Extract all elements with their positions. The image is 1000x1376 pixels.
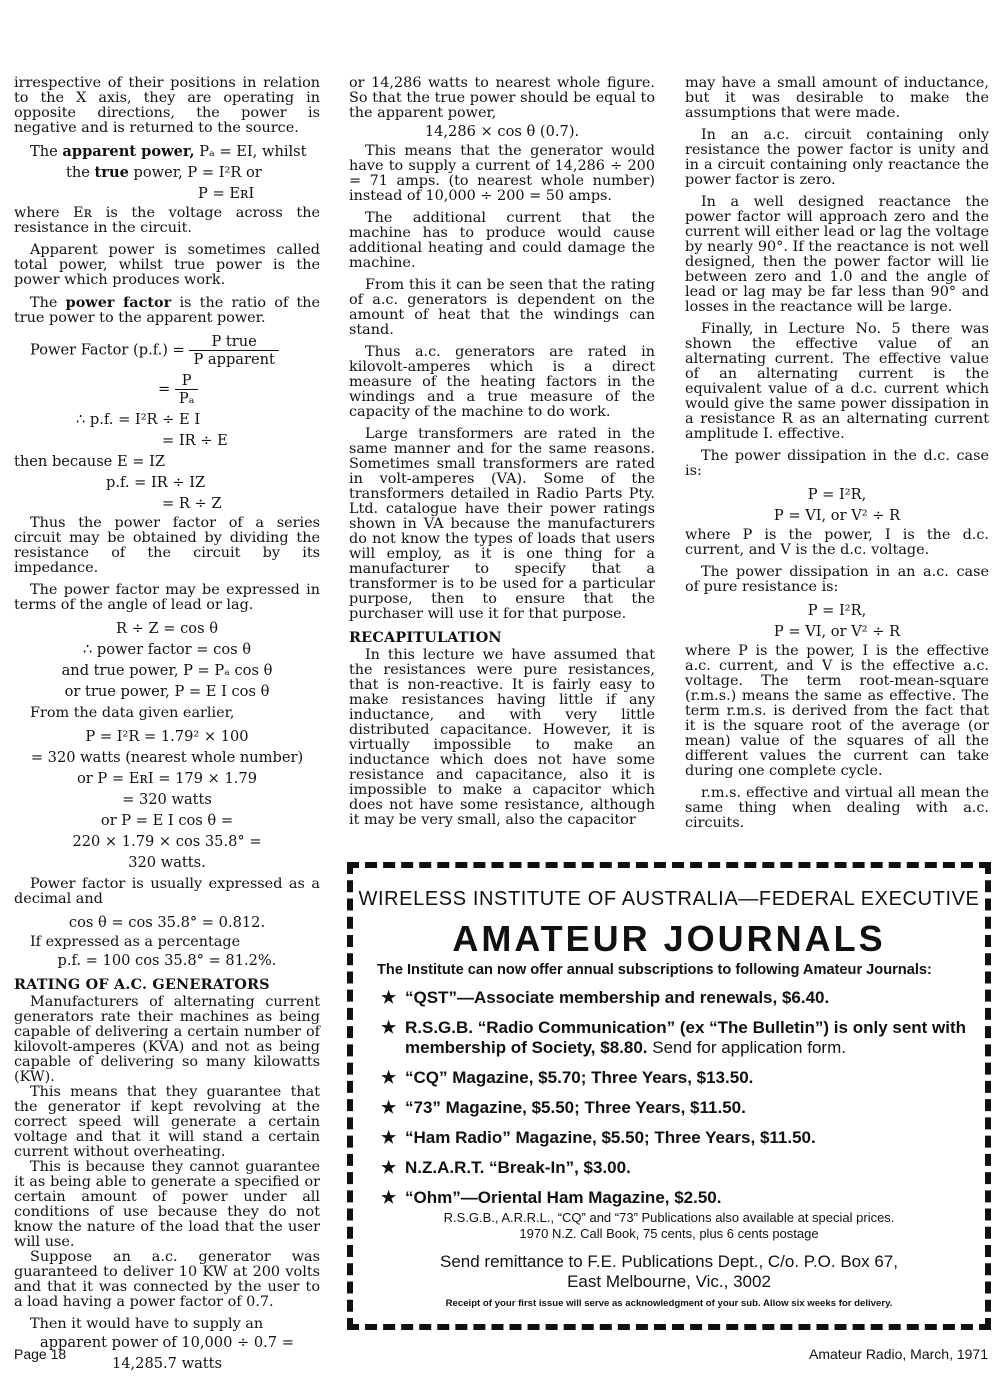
paragraph: From this it can be seen that the rating of a.c. generators is dependent on the amount of heat that the windings can stand. <box>349 277 655 338</box>
equation: ∴ power factor = cos θ <box>82 641 252 658</box>
star-icon: ★ <box>381 1068 397 1087</box>
power-factor-formula: Power Factor (p.f.) = $\frac{\text{P true}}{\text{P apparent}}$ <box>14 333 320 368</box>
journal-list <box>381 988 975 1218</box>
paragraph: Manufacturers of alternating current generators rate their machines as being capable of delivering a certain number of kilovolt-amperes (KVA) and not as being capable of delivering so many kilowatts (KW). <box>14 994 320 1085</box>
star-icon: ★ <box>381 1098 397 1117</box>
list-item: ★ “Ham Radio” Magazine, $5.50; Three Years, $11.50. <box>381 1128 816 1147</box>
paragraph: The additional current that the machine has to produce would cause additional heating and could damage the machine. <box>349 210 655 271</box>
equation: P = VI, or V² ÷ R <box>773 507 901 524</box>
star-icon: ★ <box>381 1128 397 1147</box>
paragraph: In a well designed reactance the power factor will approach zero and the current will either lead or lag the voltage by nearly 90°. If the reactance is not well designed, then the power factor will lie between zero and 1.0 and the angle of lead or lag may be far less than 90° and losses in the reactance will be large. <box>685 194 989 315</box>
paragraph: where P is the power, I is the d.c. current, and V is the d.c. voltage. <box>685 527 989 558</box>
equation: apparent power of 10,000 ÷ 0.7 = <box>40 1334 294 1351</box>
equation: P = I²R, <box>807 486 867 503</box>
equation: = 320 watts (nearest whole number) <box>30 749 304 766</box>
column-3 <box>685 76 989 838</box>
paragraph: If expressed as a percentage <box>30 934 241 950</box>
paragraph: The power factor may be expressed in terms of the angle of lead or lag. <box>14 582 320 613</box>
equation: 320 watts. <box>128 854 206 871</box>
paragraph: This means that they guarantee that the generator if kept revolving at the correct speed will generate a certain voltage and that it will stand a certain current without overheating. <box>14 1084 320 1160</box>
equation: then because E = IZ <box>14 453 166 470</box>
paragraph: where Eʀ is the voltage across the resistance in the circuit. <box>14 205 320 236</box>
equation: ∴ p.f. = I²R ÷ E I <box>76 411 201 428</box>
ad-remittance-address: Send remittance to F.E. Publications Dept., C/o. P.O. Box 67, East Melbourne, Vic., 3002 <box>440 1252 898 1291</box>
paragraph: Then it would have to supply an <box>30 1316 264 1332</box>
list-item: ★ “Ohm”—Oriental Ham Magazine, $2.50. <box>381 1188 722 1207</box>
list-item: ★ R.S.G.B. “Radio Communication” (ex “The Bulletin”) is only sent with membership of Society, $8.80. Send for application form. <box>381 1018 967 1057</box>
paragraph: r.m.s. effective and virtual all mean the same thing when dealing with a.c. circuits. <box>685 785 989 831</box>
paragraph: Finally, in Lecture No. 5 there was shown the effective value of an alternating current. The effective value of an alternating current is the equivalent value of a d.c. current which would give the same power dissipation in a resistance R as an alternating current amplitude I. effective. <box>685 321 989 442</box>
paragraph: Thus a.c. generators are rated in kilovolt-amperes which is a direct measure of the heating factors in the windings and a true measure of the capacity of the machine to do work. <box>349 344 655 420</box>
list-item: ★ “QST”—Associate membership and renewals, $6.40. <box>381 988 830 1007</box>
paragraph: may have a small amount of inductance, but it was desirable to make the assumptions that were made. <box>685 75 989 121</box>
column-1 <box>14 76 320 1376</box>
equation: P = EʀI <box>198 185 255 202</box>
equation: cos θ = cos 35.8° = 0.812. <box>68 914 266 931</box>
list-item: ★ “73” Magazine, $5.50; Three Years, $11.50. <box>381 1098 746 1117</box>
paragraph: Thus the power factor of a series circuit may be obtained by dividing the resistance of the circuit by its impedance. <box>14 515 320 576</box>
equation: the true power, P = I²R or <box>66 164 262 181</box>
section-heading: RECAPITULATION <box>349 629 502 646</box>
paragraph: The power dissipation in an a.c. case of pure resistance is: <box>685 564 989 595</box>
equation: P = VI, or V² ÷ R <box>773 623 901 640</box>
power-factor-fraction: = $\frac{P}{\text{Pₐ}}$ <box>14 372 320 407</box>
page-number: Page 18 <box>14 1346 67 1362</box>
ad-note: R.S.G.B., A.R.R.L., “CQ” and “73” Publications also available at special prices. 1970 N.Z. Call Book, 75 cents, plus 6 cents postage <box>443 1210 895 1241</box>
paragraph: In this lecture we have assumed that the resistances were pure resistances, that is non-reactive. It is fairly easy to make resistances having little if any inductance, and with very little distributed capacitance. However, it is virtually impossible to make an inductance which does not have some resistance and capacitance, also it is impossible to make a capacitor which does not have some resistance, although it may be very small, also the capacitor <box>349 647 655 828</box>
equation: p.f. = IR ÷ IZ <box>106 474 206 491</box>
paragraph: This is because they cannot guarantee it as being able to generate a specified or certain amount of power under all conditions of use because they do not know the nature of the load that the user will use. <box>14 1159 320 1250</box>
ad-organisation: WIRELESS INSTITUTE OF AUSTRALIA—FEDERAL EXECUTIVE <box>358 888 980 910</box>
paragraph: The power factor is the ratio of the true power to the apparent power. <box>14 294 321 326</box>
equation: or P = EʀI = 179 × 1.79 <box>77 770 257 787</box>
equation: P = I²R, <box>807 602 867 619</box>
equation: = IR ÷ E <box>162 432 228 449</box>
publication-info: Amateur Radio, March, 1971 <box>809 1346 988 1362</box>
amateur-journals-advertisement <box>347 862 991 1330</box>
equation: = R ÷ Z <box>162 495 222 512</box>
ad-title: AMATEUR JOURNALS <box>452 918 886 959</box>
equation: = 320 watts <box>122 791 212 808</box>
ad-receipt-note: Receipt of your first issue will serve as acknowledgment of your sub. Allow six weeks for delivery. <box>445 1298 893 1309</box>
equation: 220 × 1.79 × cos 35.8° = <box>72 833 262 850</box>
equation: 14,286 × cos θ (0.7). <box>424 123 580 140</box>
star-icon: ★ <box>381 1158 397 1177</box>
paragraph: In an a.c. circuit containing only resistance the power factor is unity and in a circuit containing only reactance the power factor is zero. <box>685 127 989 188</box>
equation: or P = E I cos θ = <box>100 812 234 829</box>
paragraph: or 14,286 watts to nearest whole figure. So that the true power should be equal to the apparent power, <box>349 75 655 121</box>
star-icon: ★ <box>381 988 397 1007</box>
paragraph: Power factor is usually expressed as a decimal and <box>14 876 320 907</box>
star-icon: ★ <box>381 1018 397 1037</box>
paragraph: where P is the power, I is the effective a.c. current, and V is the effective a.c. voltage. The term root-mean-square (r.m.s.) means the same as effective. The term r.m.s. is derived from the fact that it is the square root of the average (or mean) value of the squares of all the different values the current can take during one complete cycle. <box>685 643 989 779</box>
star-icon: ★ <box>381 1188 397 1207</box>
paragraph: From the data given earlier, <box>30 705 235 721</box>
paragraph: This means that the generator would have to supply a current of 14,286 ÷ 200 = 71 amps. (to nearest whole number) instead of 10,000 ÷ 200 = 50 amps. <box>349 143 655 204</box>
equation: P = I²R = 1.79² × 100 <box>85 728 249 745</box>
equation: p.f. = 100 cos 35.8° = 81.2%. <box>57 952 277 969</box>
list-item: ★ “CQ” Magazine, $5.70; Three Years, $13.50. <box>381 1068 754 1087</box>
equation: 14,285.7 watts <box>111 1355 223 1372</box>
equation: R ÷ Z = cos θ <box>115 620 218 637</box>
paragraph: Apparent power is sometimes called total power, whilst true power is the power which produces work. <box>14 242 320 288</box>
paragraph: The power dissipation in the d.c. case is: <box>685 448 989 479</box>
equation: The apparent power, Pₐ = EI, whilst <box>30 143 307 160</box>
paragraph: irrespective of their positions in relation to the X axis, they are operating in opposite directions, the power is negative and is returned to the source. <box>14 75 320 136</box>
list-item: ★ N.Z.A.R.T. “Break-In”, $3.00. <box>381 1158 631 1177</box>
column-2 <box>349 76 655 835</box>
equation: and true power, P = Pₐ cos θ <box>61 662 273 679</box>
paragraph: Large transformers are rated in the same manner and for the same reasons. Sometimes small transformers are rated in volt-amperes (VA). Some of the transformers detailed in Radio Parts Pty. Ltd. catalogue have their power ratings shown in VA because the manufacturers do not know the types of loads that users will employ, as it is one thing for a manufacturer to specify that a transformer is to be used for a particular purpose, then to ensure that the purchaser will use it for that purpose. <box>349 426 655 622</box>
section-heading: RATING OF A.C. GENERATORS <box>14 976 270 993</box>
equation: or true power, P = E I cos θ <box>64 683 270 700</box>
paragraph: Suppose an a.c. generator was guaranteed to deliver 10 KW at 200 volts and that it was connected by the user to a load having a power factor of 0.7. <box>14 1249 320 1310</box>
ad-intro: The Institute can now offer annual subscriptions to following Amateur Journals: <box>377 962 932 978</box>
